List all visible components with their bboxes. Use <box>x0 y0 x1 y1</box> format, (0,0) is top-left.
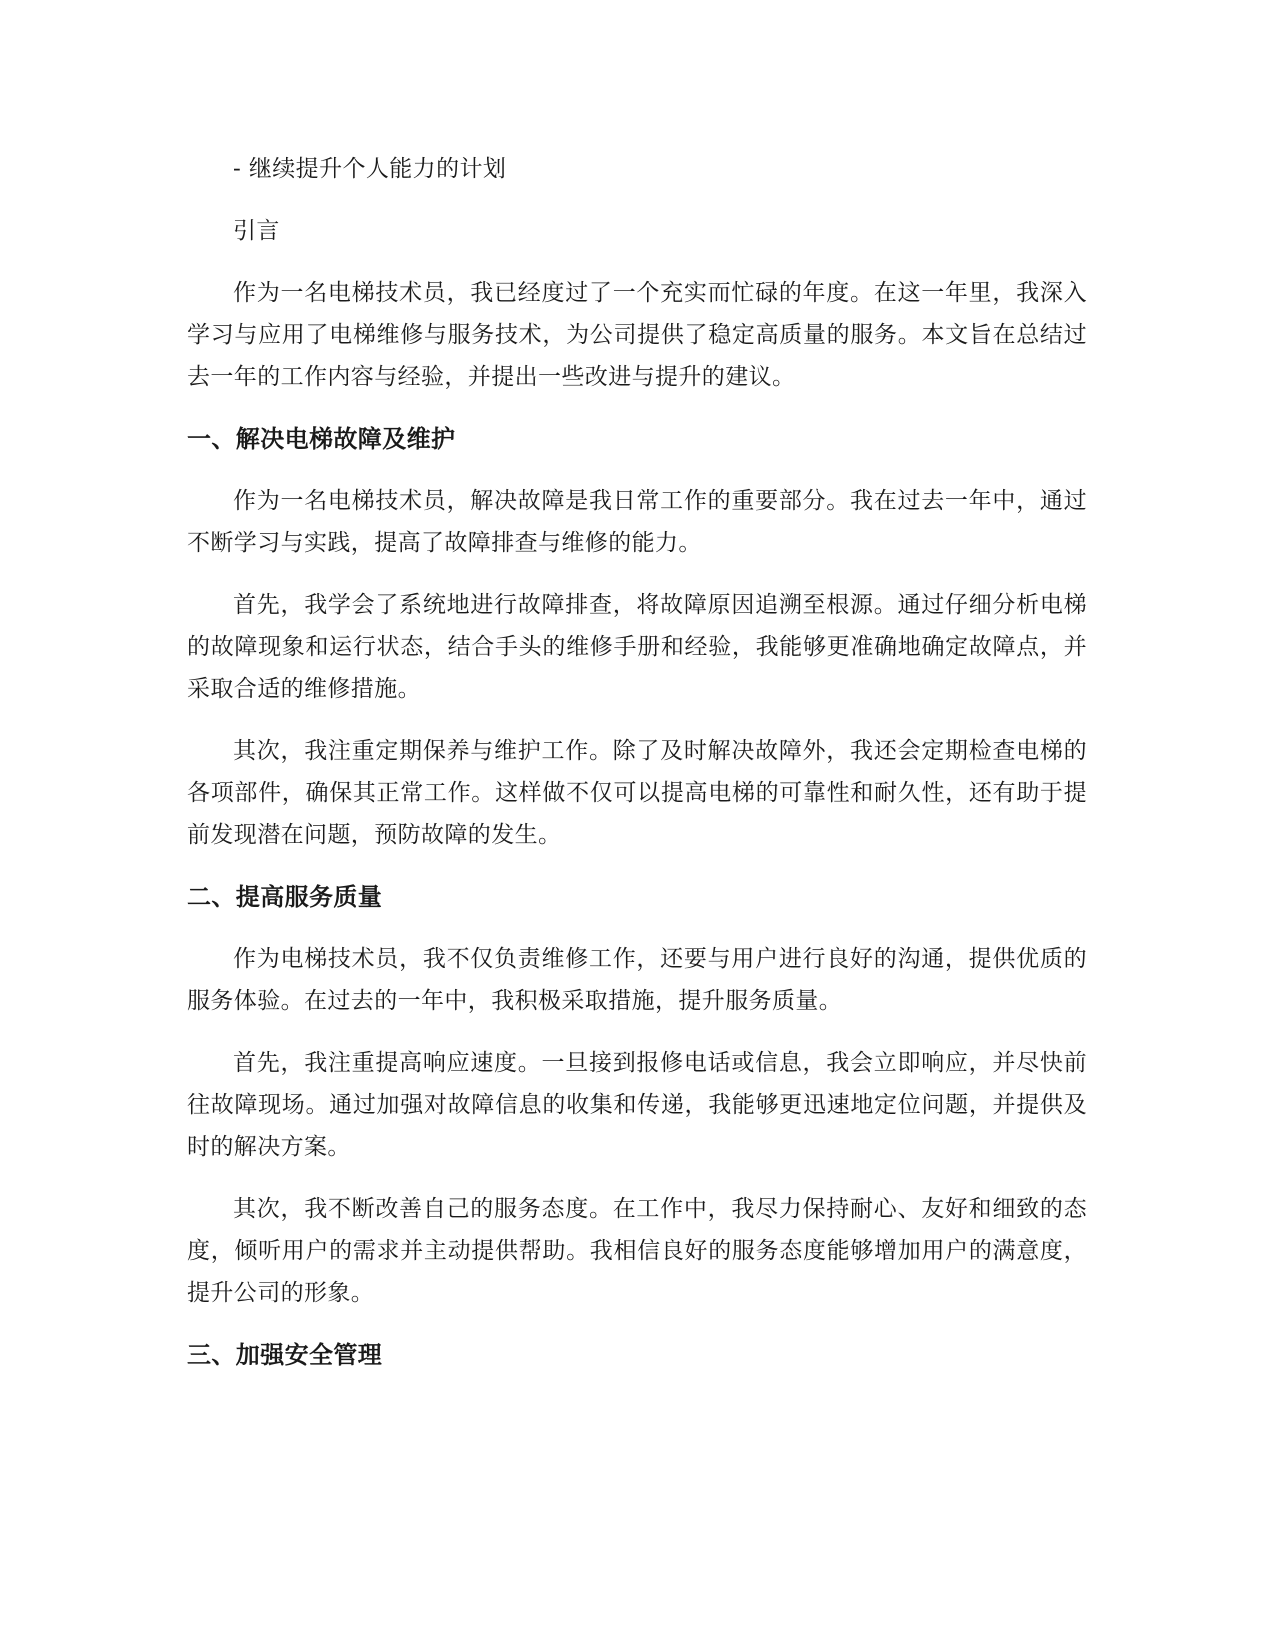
section-2-paragraph-1: 作为电梯技术员，我不仅负责维修工作，还要与用户进行良好的沟通，提供优质的服务体验。在过去的一年中，我积极采取措施，提升服务质量。 <box>187 946 1087 1014</box>
section-1-paragraph-2: 首先，我学会了系统地进行故障排查，将故障原因追溯至根源。通过仔细分析电梯的故障现象和运行状态，结合手头的维修手册和经验，我能够更准确地确定故障点，并采取合适的维修措施。 <box>187 592 1087 702</box>
section-2-paragraph-3: 其次，我不断改善自己的服务态度。在工作中，我尽力保持耐心、友好和细致的态度，倾听用户的需求并主动提供帮助。我相信良好的服务态度能够增加用户的满意度，提升公司的形象。 <box>187 1196 1087 1306</box>
section-2-paragraph-2: 首先，我注重提高响应速度。一旦接到报修电话或信息，我会立即响应，并尽快前往故障现场。通过加强对故障信息的收集和传递，我能够更迅速地定位问题，并提供及时的解决方案。 <box>187 1050 1087 1160</box>
section-1-paragraph-3: 其次，我注重定期保养与维护工作。除了及时解决故障外，我还会定期检查电梯的各项部件，确保其正常工作。这样做不仅可以提高电梯的可靠性和耐久性，还有助于提前发现潜在问题，预防故障的发生。 <box>187 738 1087 848</box>
section-heading-3: 三、加强安全管理 <box>187 1341 383 1369</box>
section-heading-1: 一、解决电梯故障及维护 <box>187 425 456 453</box>
intro-bullet: - 继续提升个人能力的计划 <box>233 156 507 182</box>
intro-label: 引言 <box>233 218 280 244</box>
section-1-paragraph-1: 作为一名电梯技术员，解决故障是我日常工作的重要部分。我在过去一年中，通过不断学习与实践，提高了故障排查与维修的能力。 <box>187 488 1087 556</box>
document-body <box>187 148 1087 1396</box>
intro-paragraph: 作为一名电梯技术员，我已经度过了一个充实而忙碌的年度。在这一年里，我深入学习与应用了电梯维修与服务技术，为公司提供了稳定高质量的服务。本文旨在总结过去一年的工作内容与经验，并提出一些改进与提升的建议。 <box>187 280 1087 390</box>
section-heading-2: 二、提高服务质量 <box>187 883 383 911</box>
